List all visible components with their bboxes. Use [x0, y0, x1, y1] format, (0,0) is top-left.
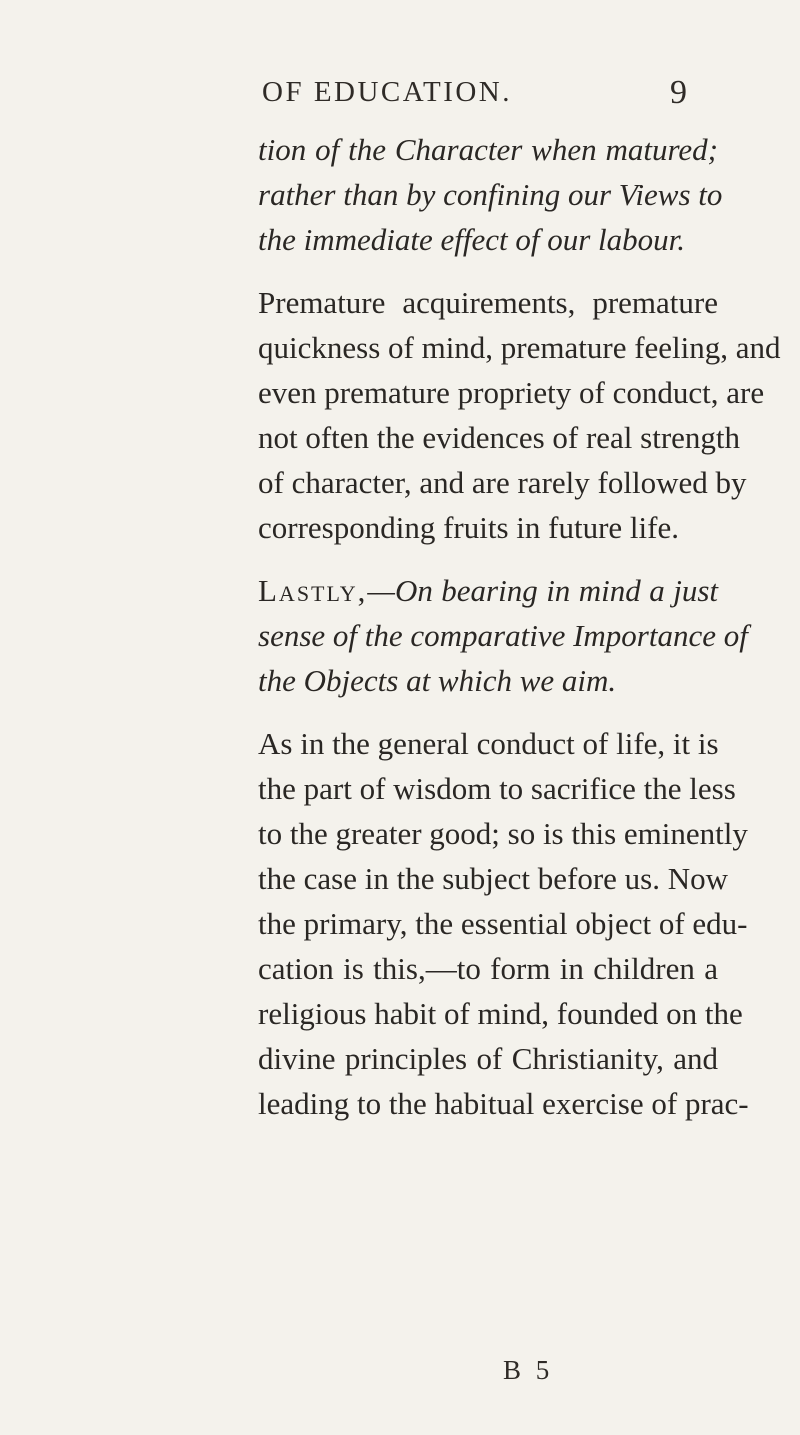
- text-line: of character, and are rarely followed by: [258, 465, 747, 500]
- text-line: leading to the habitual exercise of prac-: [258, 1086, 749, 1121]
- text-line: [258, 568, 718, 613]
- body-text: [258, 127, 781, 1126]
- page-number: 9: [670, 74, 687, 111]
- text-line: not often the evidences of real strength: [258, 420, 741, 455]
- paragraph-premature: [258, 280, 781, 550]
- text-line: tion of the Character when matured;: [258, 132, 718, 167]
- text-line: even premature propriety of conduct, are: [258, 375, 765, 410]
- text-line: the part of wisdom to sacrifice the less: [258, 771, 736, 806]
- paragraph-rule-heading: [258, 127, 723, 262]
- text-line: to the greater good; so is this eminently: [258, 816, 748, 851]
- text-line: divine principles of Christianity, and: [258, 1041, 718, 1076]
- text-line: quickness of mind, premature feeling, and: [258, 330, 781, 365]
- text-line: the primary, the essential object of edu-: [258, 906, 748, 941]
- paragraph-wisdom: [258, 721, 749, 1126]
- text-line: corresponding fruits in future life.: [258, 510, 679, 545]
- lastly-lead: Lastly,: [258, 573, 368, 608]
- text-line: religious habit of mind, founded on the: [258, 996, 743, 1031]
- text-line: the immediate effect of our labour.: [258, 222, 686, 257]
- running-title: OF EDUCATION.: [262, 76, 512, 108]
- text-line: the case in the subject before us. Now: [258, 861, 729, 896]
- running-head: [0, 76, 800, 116]
- text-line: rather than by confining our Views to: [258, 177, 723, 212]
- text-line: the Objects at which we aim.: [258, 663, 617, 698]
- text-fragment: —On bearing in mind a just: [367, 573, 718, 608]
- text-line: Premature acquirements, premature: [258, 285, 718, 320]
- text-line: As in the general conduct of life, it is: [258, 726, 719, 761]
- signature-mark: B 5: [503, 1355, 554, 1385]
- text-line: sense of the comparative Importance of: [258, 618, 748, 653]
- paragraph-lastly-heading: [258, 568, 748, 703]
- text-line: cation is this,—to form in children a: [258, 951, 718, 986]
